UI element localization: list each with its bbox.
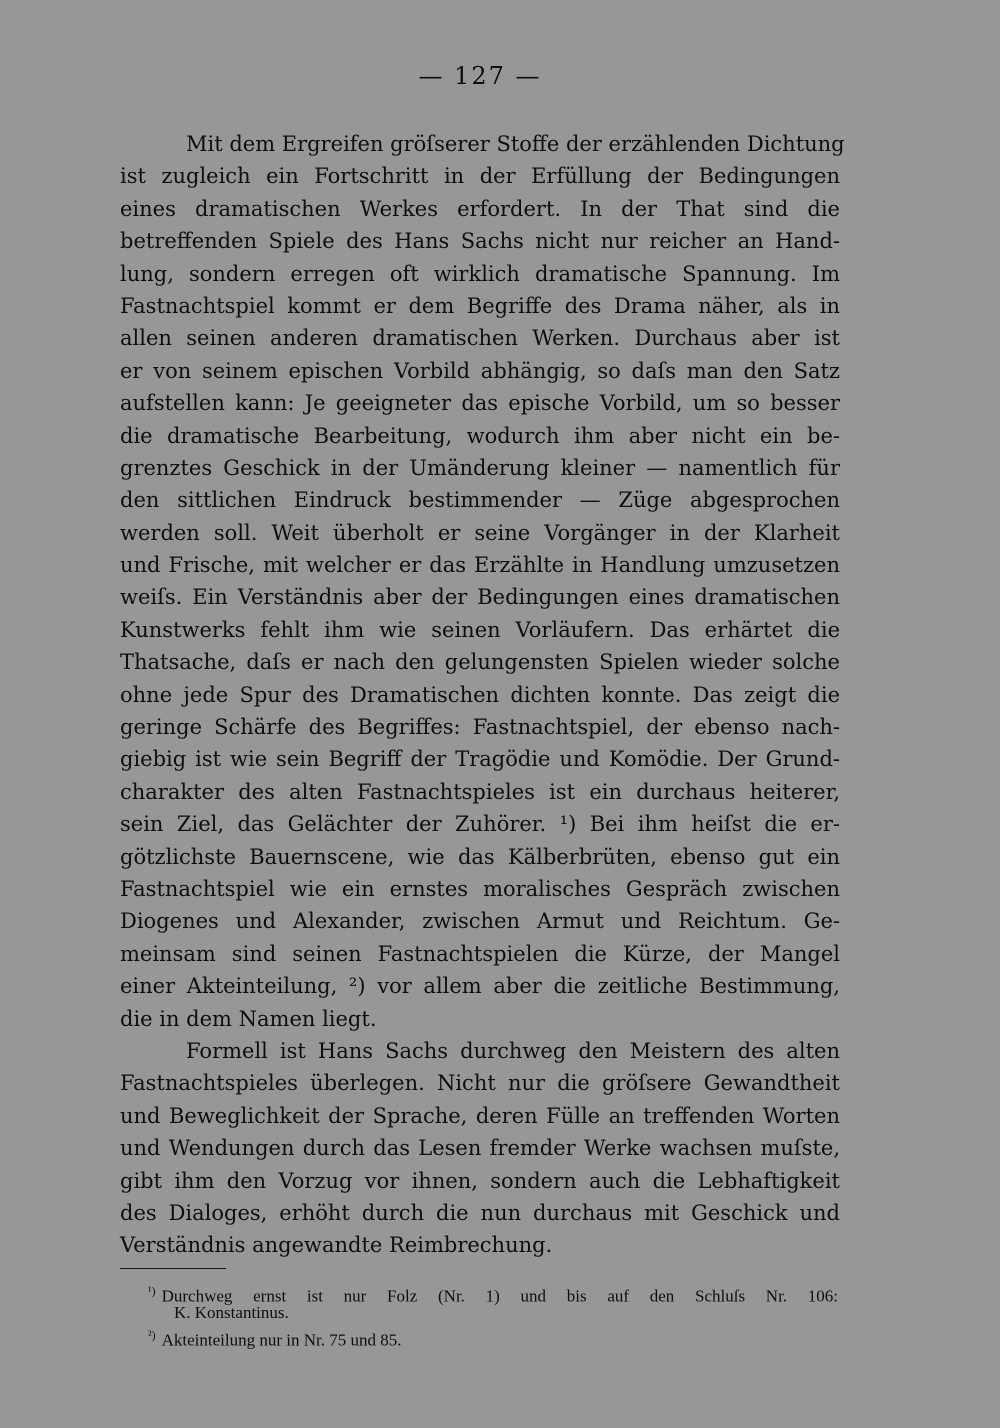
text-line: Fastnachtspiel kommt er dem Begriffe des Drama näher, als in [120,293,840,318]
text-line: ist zugleich ein Fortschritt in der Erfüllung der Bedingungen [120,164,840,189]
text-line: einer Akteinteilung, ²) vor allem aber die zeitliche Bestimmung, [120,974,840,999]
text-line: geringe Schärfe des Begriffes: Fastnachtspiel, der ebenso nach- [120,715,840,740]
text-line: allen seinen anderen dramatischen Werken. Durchaus aber ist [120,326,840,351]
text-line: sein Ziel, das Gelächter der Zuhörer. ¹) Bei ihm heiſst die er- [120,812,840,837]
text-line: die in dem Namen liegt. [120,1006,377,1031]
text-line: er von seinem epischen Vorbild abhängig, so daſs man den Satz [120,358,840,383]
text-line: aufstellen kann: Je geeigneter das epische Vorbild, um so besser [120,391,840,416]
footnote-text: K. Konstantinus. [174,1303,289,1322]
text-line: grenztes Geschick in der Umänderung kleiner — namentlich für [120,455,840,480]
footnote-1 [148,1280,838,1306]
text-line: des Dialoges, erhöht durch die nun durchaus mit Geschick und [120,1200,840,1225]
text-line: werden soll. Weit überholt er seine Vorgänger in der Klarheit [120,520,840,545]
text-line: Fastnachtspieles überlegen. Nicht nur die gröſsere Gewandtheit [120,1071,840,1096]
text-line: ohne jede Spur des Dramatischen dichten konnte. Das zeigt die [120,682,840,707]
footnote-divider [120,1268,226,1269]
text-line: lung, sondern erregen oft wirklich dramatische Spannung. Im [120,261,840,286]
text-line: Formell ist Hans Sachs durchweg den Meistern des alten [186,1038,840,1063]
text-line: und Frische, mit welcher er das Erzählte in Handlung umzusetzen [120,553,840,578]
body-text [120,128,845,1262]
footnote-marker: ²) [148,1328,156,1342]
text-line: Diogenes und Alexander, zwischen Armut und Reichtum. Ge- [120,909,840,934]
text-line: eines dramatischen Werkes erfordert. In der That sind die [120,196,840,221]
text-line: Mit dem Ergreifen gröſserer Stoffe der erzählenden Dichtung [186,132,845,156]
text-line: giebig ist wie sein Begriff der Tragödie und Komödie. Der Grund- [120,747,840,772]
footnote-marker: ¹) [148,1284,156,1298]
text-line: und Wendungen durch das Lesen fremder Werke wachsen muſste, [120,1136,840,1161]
text-line: gibt ihm den Vorzug vor ihnen, sondern auch die Lebhaftigkeit [120,1168,840,1193]
text-line: betreffenden Spiele des Hans Sachs nicht nur reicher an Hand- [120,229,840,254]
text-line: meinsam sind seinen Fastnachtspielen die Kürze, der Mangel [120,941,840,966]
footnote-text: Durchweg ernst ist nur Folz (Nr. 1) und bis auf den Schluſs Nr. 106: [161,1286,838,1306]
text-line: Thatsache, daſs er nach den gelungensten Spielen wieder solche [120,650,840,675]
text-line: die dramatische Bearbeitung, wodurch ihm aber nicht ein be- [120,423,840,448]
footnote-text: Akteinteilung nur in Nr. 75 und 85. [161,1330,402,1350]
page-number: — 127 — [418,62,542,90]
footnotes [148,1280,848,1350]
text-line: götzlichste Bauernscene, wie das Kälberbrüten, ebenso gut ein [120,844,840,869]
footnote-2 [148,1324,848,1350]
text-line: Verständnis angewandte Reimbrechung. [120,1233,553,1258]
text-line: Fastnachtspiel wie ein ernstes moralisches Gespräch zwischen [120,876,840,901]
text-line: weiſs. Ein Verständnis aber der Bedingungen eines dramatischen [120,585,840,610]
text-line: und Beweglichkeit der Sprache, deren Fülle an treffenden Worten [120,1103,840,1128]
text-line: charakter des alten Fastnachtspieles ist ein durchaus heiterer, [120,779,840,804]
text-line: den sittlichen Eindruck bestimmender — Züge abgesprochen [120,488,840,513]
text-line: Kunstwerks fehlt ihm wie seinen Vorläufern. Das erhärtet die [120,617,840,642]
